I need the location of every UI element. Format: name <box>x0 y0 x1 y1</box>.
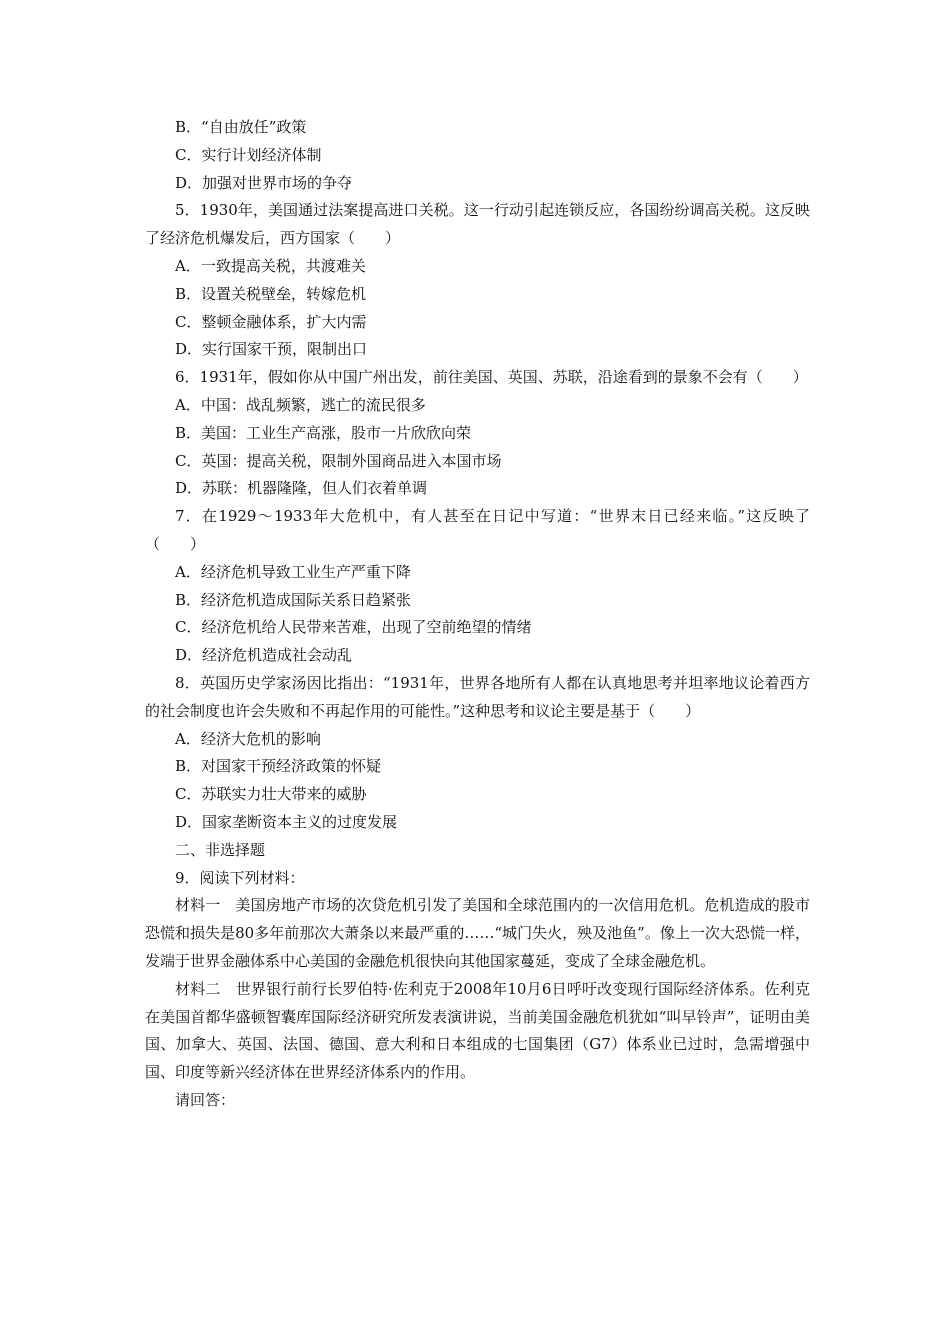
q9-material-1: 材料一 美国房地产市场的次贷危机引发了美国和全球范围内的一次信用危机。危机造成的股市恐慌和损失是80多年前那次大萧条以来最严重的……“城门失火，殃及池鱼”。像上一次大恐慌一样，发端于世界金融体系中心美国的金融危机很快向其他国家蔓延，变成了全球金融危机。 <box>145 896 810 970</box>
q9-material-2: 材料二 世界银行前行长罗伯特·佐利克于2008年10月6日呼吁改变现行国际经济体系。佐利克在美国首都华盛顿智囊库国际经济研究所发表演讲说，当前美国金融危机犹如“叫早铃声”，证明由美国、加拿大、英国、法国、德国、意大利和日本组成的七国集团（G7）体系业已过时，急需增强中国、印度等新兴经济体在世界经济体系内的作用。 <box>145 979 810 1082</box>
q6-option-c: C．英国：提高关税，限制外国商品进入本国市场 <box>175 451 502 470</box>
q6-option-a: A．中国：战乱频繁，逃亡的流民很多 <box>175 395 426 414</box>
q4-option-c: C．实行计划经济体制 <box>175 145 322 164</box>
q7-option-d: D．经济危机造成社会动乱 <box>175 646 353 665</box>
document-page <box>145 114 810 1115</box>
q5-option-c: C．整顿金融体系，扩大内需 <box>175 312 367 331</box>
q6-option-d: D．苏联：机器隆隆，但人们衣着单调 <box>175 479 428 498</box>
q5-stem: 5．1930年，美国通过法案提高进口关税。这一行动引起连锁反应，各国纷纷调高关税。这反映了经济危机爆发后，西方国家（ ） <box>145 201 810 248</box>
q5-option-b: B．设置关税壁垒，转嫁危机 <box>175 284 367 303</box>
q4-option-b: B．“自由放任”政策 <box>175 118 307 136</box>
q7-stem: 7．在1929～1933年大危机中，有人甚至在日记中写道：“世界末日已经来临。”这反映了（ ） <box>145 507 810 553</box>
q5-option-a: A．一致提高关税，共渡难关 <box>175 256 366 275</box>
q7-option-c: C．经济危机给人民带来苦难，出现了空前绝望的情绪 <box>175 618 532 637</box>
q4-option-d: D．加强对世界市场的争夺 <box>175 173 353 192</box>
q8-stem: 8．英国历史学家汤因比指出：“1931年，世界各地所有人都在认真地思考并坦率地议论着西方的社会制度也许会失败和不再起作用的可能性。”这种思考和议论主要是基于（ ） <box>145 673 810 720</box>
q8-option-b: B．对国家干预经济政策的怀疑 <box>175 757 382 776</box>
q6-option-b: B．美国：工业生产高涨，股市一片欣欣向荣 <box>175 423 472 442</box>
q7-option-b: B．经济危机造成国际关系日趋紧张 <box>175 590 412 609</box>
q8-option-d: D．国家垄断资本主义的过度发展 <box>175 812 398 831</box>
q8-option-a: A．经济大危机的影响 <box>175 729 321 748</box>
q8-option-c: C．苏联实力壮大带来的威胁 <box>175 785 367 804</box>
q9-stem: 9．阅读下列材料： <box>175 868 305 887</box>
q7-option-a: A．经济危机导致工业生产严重下降 <box>175 562 411 581</box>
q6-stem: 6．1931年，假如你从中国广州出发，前往美国、英国、苏联，沿途看到的景象不会有（ ） <box>175 368 808 387</box>
q9-prompt: 请回答： <box>175 1090 236 1109</box>
q5-option-d: D．实行国家干预，限制出口 <box>175 340 368 359</box>
section-heading: 二、非选择题 <box>175 840 266 859</box>
